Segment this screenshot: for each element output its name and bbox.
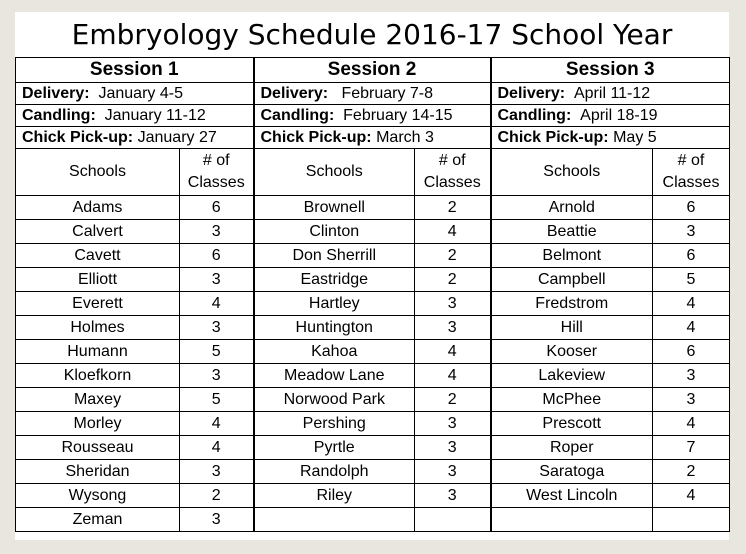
school-cell: Clinton [254,220,415,244]
school-cell: Eastridge [254,268,415,292]
table-row [16,412,730,436]
school-cell: Riley [254,484,415,508]
school-cell: Hill [491,316,653,340]
schools-header: Schools [254,149,415,196]
classes-cell: 2 [180,484,254,508]
classes-header-line1: # of [677,152,705,169]
school-cell: Fredstrom [491,292,653,316]
classes-cell: 3 [415,292,491,316]
school-cell: Maxey [16,388,180,412]
table-row [16,340,730,364]
classes-cell: 3 [180,460,254,484]
delivery-date: January 4-5 [98,84,183,102]
pickup-label: Chick Pick-up: [497,128,609,146]
table-row [16,220,730,244]
session-2-title: Session 2 [254,58,491,83]
classes-cell: 4 [415,220,491,244]
classes-cell: 3 [180,268,254,292]
candling-row [16,105,730,127]
classes-cell: 5 [180,340,254,364]
school-cell: Norwood Park [254,388,415,412]
school-cell: Campbell [491,268,653,292]
school-cell: Pershing [254,412,415,436]
table-row [16,244,730,268]
candling-date: January 11-12 [104,106,206,124]
candling-date: April 18-19 [580,106,658,124]
classes-header-line1: # of [202,152,230,169]
school-cell: Randolph [254,460,415,484]
delivery-date: February 7-8 [341,84,434,102]
school-cell: Lakeview [491,364,653,388]
delivery-label: Delivery: [497,84,566,102]
column-header-row [16,149,730,196]
school-cell: Adams [16,196,180,220]
school-cell: Humann [16,340,180,364]
classes-cell: 4 [653,292,730,316]
classes-cell: 2 [653,460,730,484]
classes-cell: 6 [180,244,254,268]
delivery-row [16,83,730,105]
school-cell: Huntington [254,316,415,340]
classes-cell: 4 [653,412,730,436]
school-cell: Morley [16,412,180,436]
school-cell: Roper [491,436,653,460]
classes-header-line2: Classes [423,174,481,191]
classes-cell [415,508,491,532]
pickup-row [16,127,730,149]
session-2-candling [254,105,491,127]
classes-cell: 3 [653,388,730,412]
classes-cell: 6 [653,196,730,220]
classes-cell: 3 [415,316,491,340]
school-cell: Cavett [16,244,180,268]
classes-cell: 2 [415,196,491,220]
candling-label: Candling: [260,106,335,124]
delivery-label: Delivery: [260,84,329,102]
school-cell: Sheridan [16,460,180,484]
classes-cell: 6 [653,340,730,364]
classes-cell: 2 [415,244,491,268]
session-3-pickup [491,127,730,149]
schools-header: Schools [16,149,180,196]
candling-label: Candling: [22,106,96,124]
classes-cell: 3 [415,412,491,436]
pickup-date: May 5 [613,128,657,146]
classes-cell: 6 [180,196,254,220]
classes-cell: 3 [653,220,730,244]
candling-label: Candling: [497,106,572,124]
classes-cell: 4 [180,412,254,436]
classes-header [653,149,730,196]
pickup-label: Chick Pick-up: [22,128,134,146]
classes-cell: 3 [180,508,254,532]
school-cell: Arnold [491,196,653,220]
classes-cell: 4 [180,436,254,460]
school-cell: McPhee [491,388,653,412]
table-row [16,388,730,412]
pickup-date: March 3 [376,128,434,146]
table-row [16,508,730,532]
school-cell: Beattie [491,220,653,244]
delivery-date: April 11-12 [573,84,651,102]
school-cell: Rousseau [16,436,180,460]
school-cell: Saratoga [491,460,653,484]
table-row [16,436,730,460]
school-cell: Brownell [254,196,415,220]
school-cell: Kahoa [254,340,415,364]
session-3-title: Session 3 [491,58,730,83]
schedule-sheet [15,12,729,540]
table-row [16,292,730,316]
classes-cell: 4 [653,316,730,340]
classes-cell: 4 [653,484,730,508]
classes-cell: 3 [180,220,254,244]
schedule-table [15,57,730,532]
school-cell: Pyrtle [254,436,415,460]
table-row [16,484,730,508]
classes-cell: 6 [653,244,730,268]
classes-cell: 5 [653,268,730,292]
classes-cell: 3 [415,460,491,484]
session-3-candling [491,105,730,127]
school-cell: Elliott [16,268,180,292]
school-cell: Meadow Lane [254,364,415,388]
school-cell: Zeman [16,508,180,532]
table-row [16,316,730,340]
school-cell [491,508,653,532]
school-cell: Hartley [254,292,415,316]
classes-header [180,149,254,196]
classes-cell: 3 [415,484,491,508]
school-cell: Don Sherrill [254,244,415,268]
classes-header-line1: # of [438,152,466,169]
school-cell: Calvert [16,220,180,244]
classes-header-line2: Classes [187,174,245,191]
classes-header [415,149,491,196]
classes-cell: 3 [180,364,254,388]
candling-date: February 14-15 [343,106,453,124]
classes-cell: 3 [415,436,491,460]
classes-header-line2: Classes [662,174,720,191]
pickup-label: Chick Pick-up: [260,128,372,146]
school-cell: Kooser [491,340,653,364]
delivery-label: Delivery: [22,84,90,102]
school-cell: Everett [16,292,180,316]
session-2-pickup [254,127,491,149]
session-2-delivery [254,83,491,105]
table-row [16,268,730,292]
school-cell [254,508,415,532]
table-row [16,196,730,220]
classes-cell: 7 [653,436,730,460]
pickup-date: January 27 [137,128,217,146]
session-1-candling [16,105,254,127]
school-cell: Kloefkorn [16,364,180,388]
classes-cell [653,508,730,532]
classes-cell: 4 [180,292,254,316]
classes-cell: 4 [415,364,491,388]
classes-cell: 4 [415,340,491,364]
school-cell: Wysong [16,484,180,508]
session-1-pickup [16,127,254,149]
school-cell: Belmont [491,244,653,268]
session-3-delivery [491,83,730,105]
page-title: Embryology Schedule 2016-17 School Year [71,18,673,51]
school-cell: West Lincoln [491,484,653,508]
classes-cell: 5 [180,388,254,412]
classes-cell: 2 [415,268,491,292]
classes-cell: 3 [653,364,730,388]
session-1-delivery [16,83,254,105]
session-1-title: Session 1 [16,58,254,83]
session-header-row [16,58,730,83]
table-row [16,364,730,388]
school-cell: Holmes [16,316,180,340]
school-cell: Prescott [491,412,653,436]
classes-cell: 3 [180,316,254,340]
classes-cell: 2 [415,388,491,412]
schools-header: Schools [491,149,653,196]
table-row [16,460,730,484]
